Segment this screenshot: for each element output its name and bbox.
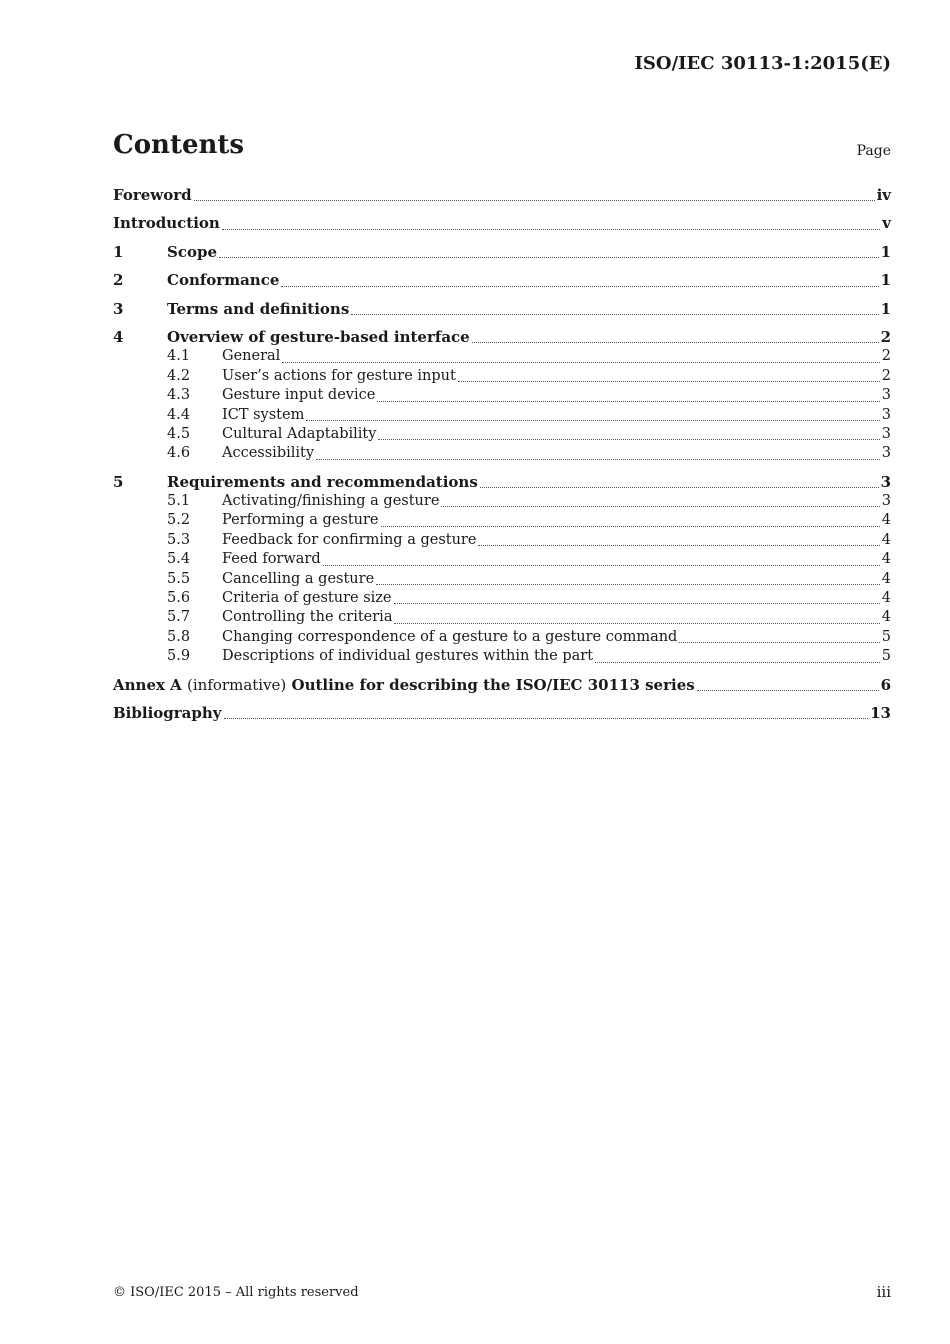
toc-entry-page: 4: [881, 570, 891, 587]
toc-entry-number: 5: [113, 472, 124, 491]
toc-entry-overview[interactable]: [113, 328, 891, 347]
toc-subentry-4-4[interactable]: [113, 406, 891, 425]
toc-entry-label: Cultural Adaptability: [222, 425, 377, 442]
toc-entry-number: 4.4: [167, 406, 191, 423]
toc-entry-page: 3: [880, 472, 891, 491]
toc-entry-page: 4: [881, 531, 891, 548]
toc-entry-number: 5.7: [167, 609, 191, 626]
document-reference: ISO/IEC 30113-1:2015(E): [634, 53, 891, 74]
toc-entry-page: 1: [880, 242, 891, 261]
dot-leader: [194, 200, 875, 201]
toc-entry-label: Foreword: [113, 186, 192, 204]
toc-entry-conformance[interactable]: [113, 271, 891, 290]
toc-entry-label: Changing correspondence of a gesture to a gesture command: [222, 628, 678, 645]
toc-entry-label: Requirements and recommendations: [167, 472, 478, 491]
toc-entry-label: Accessibility: [222, 445, 315, 462]
toc-entry-number: 4.6: [167, 445, 191, 462]
toc-entry-page: 3: [881, 425, 891, 442]
dot-leader: [376, 584, 880, 585]
toc-entry-page: 4: [881, 551, 891, 568]
toc-entry-label: ICT system: [222, 406, 305, 423]
toc-entry-annex-a[interactable]: [113, 676, 891, 695]
toc-entry-number: 3: [113, 299, 124, 318]
annex-prefix: Annex A: [113, 675, 182, 694]
toc-entry-label: Cancelling a gesture: [222, 570, 375, 587]
dot-leader: [697, 690, 879, 691]
toc-entry-number: 4: [113, 327, 124, 346]
toc-entry-number: 5.8: [167, 628, 191, 645]
toc-subentry-5-8[interactable]: [113, 628, 891, 647]
toc-entry-scope[interactable]: [113, 243, 891, 262]
dot-leader: [222, 229, 880, 230]
toc-entry-label: Terms and definitions: [167, 299, 350, 318]
toc-entry-page: 4: [881, 609, 891, 626]
toc-entry-label: Feed forward: [222, 551, 321, 568]
toc-entry-page: 1: [880, 271, 891, 290]
toc-subentry-4-5[interactable]: [113, 425, 891, 444]
toc-subentry-4-3[interactable]: [113, 386, 891, 405]
toc-entry-label: User’s actions for gesture input: [222, 367, 456, 384]
toc-entry-number: 5.9: [167, 648, 191, 665]
toc-entry-page: 4: [881, 512, 891, 529]
toc-entry-number: 5.4: [167, 551, 191, 568]
annex-title: Outline for describing the ISO/IEC 30113 series: [291, 675, 695, 694]
toc-subentry-5-7[interactable]: [113, 608, 891, 627]
toc-subentry-5-6[interactable]: [113, 589, 891, 608]
toc-entry-foreword[interactable]: [113, 186, 891, 205]
dot-leader: [224, 718, 869, 719]
dot-leader: [378, 439, 879, 440]
toc-entry-label: General: [222, 348, 281, 365]
toc-entry-number: 4.2: [167, 367, 191, 384]
dot-leader: [306, 420, 879, 421]
toc-entry-label: Criteria of gesture size: [222, 590, 392, 607]
page-title: Contents: [113, 130, 245, 160]
page-number: iii: [876, 1283, 891, 1301]
dot-leader: [377, 401, 879, 402]
dot-leader: [219, 257, 879, 258]
dot-leader: [480, 487, 879, 488]
dot-leader: [472, 342, 879, 343]
toc-entry-label: Performing a gesture: [222, 512, 379, 529]
toc-entry-label: Scope: [167, 242, 218, 261]
dot-leader: [282, 362, 879, 363]
dot-leader: [595, 662, 880, 663]
toc-entry-introduction[interactable]: [113, 214, 891, 233]
dot-leader: [381, 526, 880, 527]
toc-entry-page: 5: [881, 628, 891, 645]
toc-entry-page: 3: [881, 387, 891, 404]
toc-entry-page: v: [882, 214, 891, 233]
toc-subentry-5-9[interactable]: [113, 647, 891, 666]
toc-entry-number: 5.5: [167, 570, 191, 587]
toc-entry-number: 1: [113, 242, 124, 261]
toc-entry-page: 1: [880, 299, 891, 318]
toc-subentry-5-3[interactable]: [113, 531, 891, 550]
toc-subentry-5-4[interactable]: [113, 550, 891, 569]
page-column-label: Page: [856, 143, 891, 159]
dot-leader: [679, 642, 879, 643]
toc-entry-label: Gesture input device: [222, 387, 376, 404]
dot-leader: [441, 506, 879, 507]
dot-leader: [394, 623, 879, 624]
toc-subentry-5-5[interactable]: [113, 570, 891, 589]
table-of-contents: [113, 186, 891, 723]
toc-entry-number: 4.1: [167, 348, 191, 365]
toc-entry-terms[interactable]: [113, 300, 891, 319]
annex-note: (informative): [187, 675, 287, 694]
toc-entry-label: Descriptions of individual gestures within the part: [222, 648, 594, 665]
toc-entry-page: 3: [881, 445, 891, 462]
dot-leader: [478, 545, 879, 546]
toc-entry-label: Controlling the criteria: [222, 609, 393, 626]
dot-leader: [458, 381, 880, 382]
toc-subentry-4-1[interactable]: [113, 347, 891, 366]
toc-entry-page: 3: [881, 406, 891, 423]
toc-entry-page: 4: [881, 590, 891, 607]
contents-heading-row: [113, 130, 891, 166]
toc-subentry-5-1[interactable]: [113, 492, 891, 511]
toc-subentry-4-2[interactable]: [113, 367, 891, 386]
toc-entry-label: Feedback for confirming a gesture: [222, 531, 477, 548]
toc-entry-number: 5.3: [167, 531, 191, 548]
dot-leader: [351, 314, 878, 315]
toc-entry-number: 5.6: [167, 590, 191, 607]
toc-entry-page: 6: [880, 675, 891, 694]
toc-entry-requirements[interactable]: [113, 473, 891, 492]
toc-entry-page: 2: [881, 367, 891, 384]
toc-entry-number: 5.1: [167, 493, 191, 510]
toc-entry-label: Activating/finishing a gesture: [222, 493, 440, 510]
dot-leader: [394, 603, 880, 604]
toc-entry-label: Introduction: [113, 214, 220, 233]
toc-entry-label: Conformance: [167, 271, 280, 290]
toc-entry-page: 5: [881, 648, 891, 665]
toc-entry-label: Bibliography: [113, 703, 222, 722]
toc-entry-page: 13: [870, 703, 891, 722]
dot-leader: [281, 286, 878, 287]
dot-leader: [316, 459, 880, 460]
copyright-notice: © ISO/IEC 2015 – All rights reserved: [113, 1285, 359, 1300]
toc-entry-page: 2: [880, 327, 891, 346]
toc-entry-number: 2: [113, 271, 124, 290]
toc-entry-page: 3: [881, 493, 891, 510]
toc-subentry-4-6[interactable]: [113, 444, 891, 463]
toc-entry-number: 4.3: [167, 387, 191, 404]
toc-subentry-5-2[interactable]: [113, 511, 891, 530]
toc-entry-page: iv: [876, 186, 891, 204]
toc-entry-bibliography[interactable]: [113, 704, 891, 723]
toc-entry-label: Overview of gesture-based interface: [167, 327, 470, 346]
dot-leader: [323, 565, 880, 566]
toc-entry-number: 5.2: [167, 512, 191, 529]
toc-entry-label: [113, 676, 695, 695]
toc-entry-page: 2: [881, 348, 891, 365]
toc-entry-number: 4.5: [167, 425, 191, 442]
